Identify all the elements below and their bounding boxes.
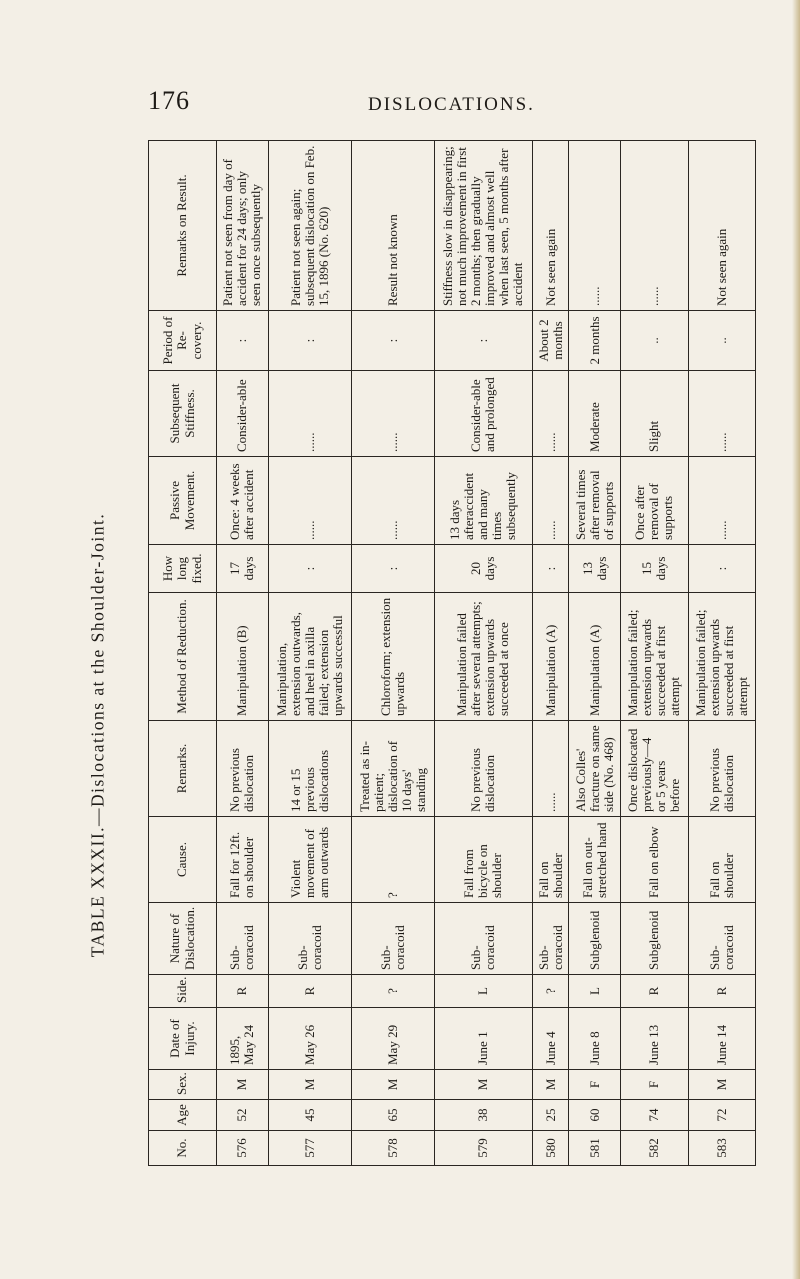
table-cell: 74 [621, 1100, 688, 1131]
table-cell: Also Colles' fracture on same side (No. 468) [569, 721, 621, 817]
table-cell: 13 days [569, 545, 621, 593]
column-header: Passive Movement. [149, 457, 217, 545]
table-cell: M [532, 1070, 568, 1100]
table-cell: Manipulation (A) [532, 593, 568, 721]
table-cell: 15 days [621, 545, 688, 593]
table-cell: Sub-coracoid [434, 903, 532, 975]
column-header: Side. [149, 975, 217, 1008]
table-cell: ...... [532, 371, 568, 457]
table-row [217, 141, 269, 1166]
table-cell: June 8 [569, 1008, 621, 1070]
table-cell: May 29 [351, 1008, 434, 1070]
table-row [688, 141, 755, 1166]
table-cell: 14 or 15 previous dislocations [268, 721, 351, 817]
table-cell: 60 [569, 1100, 621, 1131]
table-cell: About 2 months [532, 311, 568, 371]
table-cell: R [217, 975, 269, 1008]
table-cell: : [434, 311, 532, 371]
table-cell: : [268, 545, 351, 593]
table-cell: Slight [621, 371, 688, 457]
table-cell: F [569, 1070, 621, 1100]
table-row [351, 141, 434, 1166]
table-cell: Subglenoid [621, 903, 688, 975]
table-cell: Manipulation failed; extension upwards succeeded at first attempt [621, 593, 688, 721]
column-header: Remarks. [149, 721, 217, 817]
table-cell: No previous dislocation [688, 721, 755, 817]
table-cell: Once: 4 weeks after accident [217, 457, 269, 545]
table-cell: M [217, 1070, 269, 1100]
page-number: 176 [148, 86, 190, 115]
table-cell: Fall on shoulder [532, 817, 568, 903]
column-header: Cause. [149, 817, 217, 903]
table-cell: R [621, 975, 688, 1008]
table-cell: : [351, 311, 434, 371]
table-row [621, 141, 688, 1166]
table-cell: ? [351, 975, 434, 1008]
table-cell: Once dislocated previously—4 or 5 years before [621, 721, 688, 817]
table-cell: 580 [532, 1131, 568, 1166]
table-cell: Once after removal of supports [621, 457, 688, 545]
table-row [532, 141, 568, 1166]
table-row [569, 141, 621, 1166]
table-cell: Moderate [569, 371, 621, 457]
column-header: Age [149, 1100, 217, 1131]
table-cell: ...... [268, 457, 351, 545]
table-cell: 65 [351, 1100, 434, 1131]
table-cell: 577 [268, 1131, 351, 1166]
table-cell: Consider-able [217, 371, 269, 457]
table-cell: June 4 [532, 1008, 568, 1070]
table-cell: R [268, 975, 351, 1008]
table-cell: 582 [621, 1131, 688, 1166]
table-cell: Not seen again [688, 141, 755, 311]
table-row [434, 141, 532, 1166]
table-cell: 583 [688, 1131, 755, 1166]
table-cell: Several times after removal of supports [569, 457, 621, 545]
table-cell: L [569, 975, 621, 1008]
table-cell: Fall from bicycle on shoulder [434, 817, 532, 903]
table-cell: Consider-able and prolonged [434, 371, 532, 457]
table-cell: : [688, 545, 755, 593]
table-cell: No previous dislocation [217, 721, 269, 817]
table-cell: Manipulation (A) [569, 593, 621, 721]
table-cell: Sub-coracoid [351, 903, 434, 975]
table-cell: No previous dislocation [434, 721, 532, 817]
table-cell: R [688, 975, 755, 1008]
table-cell: L [434, 975, 532, 1008]
table-cell: .. [688, 311, 755, 371]
table-cell: Manipulation (B) [217, 593, 269, 721]
table-cell: ...... [621, 141, 688, 311]
dislocations-table [148, 140, 756, 1166]
table-cell: : [532, 545, 568, 593]
table-cell: : [351, 545, 434, 593]
table-cell: Not seen again [532, 141, 568, 311]
column-header: Nature of Dislocation. [149, 903, 217, 975]
table-cell: ? [532, 975, 568, 1008]
column-header: Sex. [149, 1070, 217, 1100]
column-header: Remarks on Result. [149, 141, 217, 311]
table-cell: Stiffness slow in disappearing; not much improvement in first 2 months; then gradually improved and almost well when last seen, 5 months after accident [434, 141, 532, 311]
table-cell: Sub-coracoid [532, 903, 568, 975]
rotated-table-wrapper [148, 141, 756, 1166]
table-cell: .. [621, 311, 688, 371]
table-cell: ...... [688, 457, 755, 545]
table-cell: 581 [569, 1131, 621, 1166]
table-cell: Fall for 12ft. on shoulder [217, 817, 269, 903]
table-cell: Treated as in-patient; dislocation of 10 days' standing [351, 721, 434, 817]
column-header: No. [149, 1131, 217, 1166]
running-head: DISLOCATIONS. [368, 94, 535, 115]
table-cell: F [621, 1070, 688, 1100]
table-cell: M [268, 1070, 351, 1100]
table-cell: 52 [217, 1100, 269, 1131]
column-header: Period of Re-covery. [149, 311, 217, 371]
table-cell: June 14 [688, 1008, 755, 1070]
table-cell: 576 [217, 1131, 269, 1166]
table-cell: M [688, 1070, 755, 1100]
table-cell: 1895, May 24 [217, 1008, 269, 1070]
table-cell: ...... [268, 371, 351, 457]
table-cell: Subglenoid [569, 903, 621, 975]
table-cell: 72 [688, 1100, 755, 1131]
table-cell: 38 [434, 1100, 532, 1131]
table-title: TABLE XXXII.—Dislocations at the Shoulder-Joint. [87, 512, 108, 958]
table-cell: ...... [688, 371, 755, 457]
column-header: Method of Reduction. [149, 593, 217, 721]
header-row [149, 141, 217, 1166]
table-cell: 20 days [434, 545, 532, 593]
table-cell: ...... [532, 457, 568, 545]
table-cell: 45 [268, 1100, 351, 1131]
table-cell: Violent movement of arm outwards [268, 817, 351, 903]
table-cell: Fall on out-stretched hand [569, 817, 621, 903]
table-cell: 579 [434, 1131, 532, 1166]
table-cell: Sub-coracoid [217, 903, 269, 975]
table-cell: ...... [532, 721, 568, 817]
table-cell: 25 [532, 1100, 568, 1131]
table-cell: Sub-coracoid [688, 903, 755, 975]
table-cell: ...... [569, 141, 621, 311]
table-cell: Patient not seen again; subsequent dislocation on Feb. 15, 1896 (No. 620) [268, 141, 351, 311]
column-header: Date of Injury. [149, 1008, 217, 1070]
table-cell: M [434, 1070, 532, 1100]
table-cell: ...... [351, 457, 434, 545]
table-cell: M [351, 1070, 434, 1100]
table-cell: Manipulation failed after several attempts; extension upwards succeeded at once [434, 593, 532, 721]
table-cell: ? [351, 817, 434, 903]
table-cell: Chloroform; extension upwards [351, 593, 434, 721]
table-row [268, 141, 351, 1166]
column-header: Subsequent Stiffness. [149, 371, 217, 457]
table-cell: June 13 [621, 1008, 688, 1070]
table-cell: 17 days [217, 545, 269, 593]
table-cell: June 1 [434, 1008, 532, 1070]
table-cell: Patient not seen from day of accident for 24 days; only seen once subsequently [217, 141, 269, 311]
table-cell: May 26 [268, 1008, 351, 1070]
page-edge [792, 0, 800, 1279]
table-cell: Sub-coracoid [268, 903, 351, 975]
table-cell: Manipulation, extension outwards, and heel in axilla failed; extension upwards successful [268, 593, 351, 721]
column-header: How long fixed. [149, 545, 217, 593]
table-cell: ...... [351, 371, 434, 457]
table-cell: Fall on elbow [621, 817, 688, 903]
table-cell: Manipulation failed; extension upwards succeeded at first attempt [688, 593, 755, 721]
table-cell: 578 [351, 1131, 434, 1166]
table-cell: 2 months [569, 311, 621, 371]
table-cell: : [268, 311, 351, 371]
table-cell: 13 days afteraccident and many times subsequently [434, 457, 532, 545]
table-cell: : [217, 311, 269, 371]
table-cell: Fall on shoulder [688, 817, 755, 903]
table-cell: Result not known [351, 141, 434, 311]
